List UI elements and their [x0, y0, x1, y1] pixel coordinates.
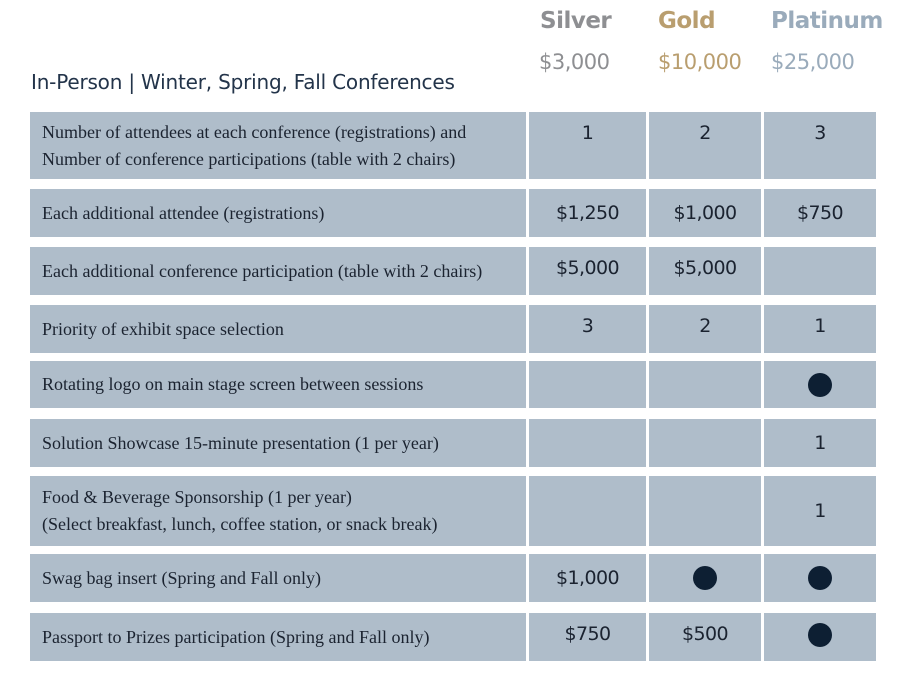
value-cell-silver: [529, 189, 646, 237]
value-cell-silver: [529, 613, 646, 661]
value-text: $500: [682, 623, 728, 645]
rotating-logo-row: [30, 361, 876, 408]
row-label: [30, 476, 526, 546]
value-cell-platinum: [764, 189, 876, 237]
value-cell-gold: [649, 476, 761, 546]
included-dot-icon: [693, 566, 717, 590]
value-cell-platinum: [764, 112, 876, 179]
row-label: [30, 247, 526, 295]
row-label: [30, 361, 526, 408]
row-label-line: (Select breakfast, lunch, coffee station, or snack break): [42, 514, 438, 534]
value-cell-platinum: [764, 476, 876, 546]
value-cell-gold: [649, 305, 761, 353]
value-text: 1: [814, 432, 826, 454]
row-label-line: Solution Showcase 15-minute presentation (1 per year): [42, 432, 439, 453]
value-text: 3: [581, 315, 594, 337]
row-label: [30, 419, 526, 467]
value-text: $1,000: [556, 567, 619, 589]
row-label: [30, 112, 526, 179]
row-label: [30, 554, 526, 602]
section-subtitle: In-Person | Winter, Spring, Fall Conferences: [31, 70, 455, 94]
value-text: 1: [814, 500, 826, 522]
value-cell-platinum: [764, 305, 876, 353]
attendees-row: [30, 112, 876, 179]
value-cell-gold: [649, 247, 761, 295]
row-label: [30, 305, 526, 353]
tier-price-platinum: $25,000: [771, 50, 855, 74]
value-cell-gold: [649, 189, 761, 237]
value-cell-platinum: [764, 554, 876, 602]
exhibit-priority-row: [30, 305, 876, 353]
value-text: $750: [797, 202, 843, 224]
row-label-line: Each additional conference participation (table with 2 chairs): [42, 260, 483, 281]
value-text: 2: [699, 315, 711, 337]
value-text: 1: [581, 122, 594, 144]
value-cell-gold: [649, 361, 761, 408]
value-cell-platinum: [764, 613, 876, 661]
row-label: [30, 613, 526, 661]
value-cell-platinum: [764, 419, 876, 467]
solution-showcase-row: [30, 419, 876, 467]
included-dot-icon: [808, 566, 832, 590]
value-text: $5,000: [673, 257, 737, 279]
tier-name-platinum: Platinum: [771, 8, 883, 34]
value-cell-silver: [529, 112, 646, 179]
value-cell-platinum: [764, 361, 876, 408]
value-cell-silver: [529, 305, 646, 353]
food-beverage-row: [30, 476, 876, 546]
value-text: $5,000: [556, 257, 619, 279]
row-label-line: Priority of exhibit space selection: [42, 318, 284, 339]
row-label-line: Passport to Prizes participation (Spring and Fall only): [42, 626, 430, 647]
tier-name-silver: Silver: [540, 8, 612, 34]
row-label-line: Each additional attendee (registrations): [42, 202, 325, 223]
passport-prizes-row: [30, 613, 876, 661]
value-text: $750: [564, 623, 611, 645]
row-label-line: Number of conference participations (table with 2 chairs): [42, 148, 456, 169]
value-cell-silver: [529, 361, 646, 408]
row-label-line: Food & Beverage Sponsorship (1 per year): [42, 487, 352, 507]
value-text: 1: [814, 315, 826, 337]
row-label-line: Number of attendees at each conference (registrations) and: [42, 121, 467, 142]
additional-participation-row: [30, 247, 876, 295]
value-cell-gold: [649, 419, 761, 467]
tier-price-silver: $3,000: [539, 50, 610, 74]
value-cell-gold: [649, 112, 761, 179]
value-text: 3: [814, 122, 826, 144]
included-dot-icon: [808, 373, 832, 397]
value-text: $1,250: [556, 202, 619, 224]
value-cell-gold: [649, 554, 761, 602]
row-label-line: Rotating logo on main stage screen between sessions: [42, 374, 424, 394]
value-cell-silver: [529, 476, 646, 546]
value-cell-platinum: [764, 247, 876, 295]
tier-name-gold: Gold: [658, 8, 716, 34]
swag-bag-row: [30, 554, 876, 602]
row-label: [30, 189, 526, 237]
value-cell-silver: [529, 247, 646, 295]
value-cell-silver: [529, 419, 646, 467]
value-cell-gold: [649, 613, 761, 661]
value-text: $1,000: [673, 202, 737, 224]
tier-price-gold: $10,000: [658, 50, 742, 74]
additional-attendee-row: [30, 189, 876, 237]
value-cell-silver: [529, 554, 646, 602]
included-dot-icon: [808, 623, 832, 647]
row-label-line: Swag bag insert (Spring and Fall only): [42, 567, 321, 588]
value-text: 2: [699, 122, 711, 144]
